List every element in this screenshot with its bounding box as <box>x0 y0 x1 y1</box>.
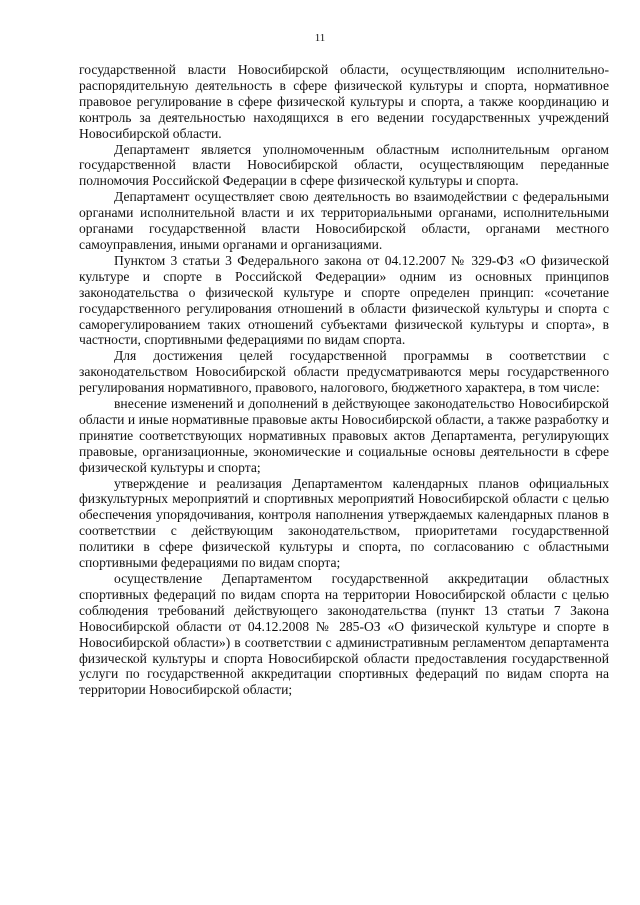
paragraph: Департамент является уполномоченным областным исполнительным органом государственной власти Новосибирской области, осуществляющим переданные полномочия Российской Федерации в сфере физической культуры и спорта. <box>79 141 609 189</box>
list-item: осуществление Департаментом государственной аккредитации областных спортивных федераций по видам спорта на территории Новосибирской области с целью соблюдения требований действующего законодательства (пункт 13 статьи 7 Закона Новосибирской области от 04.12.2008 № 285-ОЗ «О физической культуре и спорте в Новосибирской области») в соответствии с административным регламентом департамента физической культуры и спорта Новосибирской области предоставления государственной услуги по государственной аккредитации спортивных федераций по видам спорта на территории Новосибирской области; <box>79 571 609 698</box>
paragraph: Пунктом 3 статьи 3 Федерального закона от 04.12.2007 № 329-ФЗ «О физической культуре и спорте в Российской Федерации» одним из основных принципов законодательства о физической культуре и спорте определен принцип: «сочетание государственного регулирования отношений в области физической культуры и спорта с саморегулированием таких отношений субъектами физической культуры и спорта», в частности, спортивными федерациями по видам спорта. <box>79 252 609 348</box>
paragraph: Для достижения целей государственной программы в соответствии с законодательством Новосибирской области предусматриваются меры государственного регулирования нормативного, правового, налогового, бюджетного характера, в том числе: <box>79 348 609 396</box>
page-number: 11 <box>314 32 326 44</box>
document-body <box>79 62 609 698</box>
paragraph-continued: государственной власти Новосибирской области, осуществляющим исполнительно-распорядительную деятельность в сфере физической культуры и спорта, нормативное правовое регулирование в сфере физической культуры и спорта, а также координацию и контроль за деятельностью находящихся в его ведении государственных учреждений Новосибирской области. <box>79 62 609 141</box>
paragraph: Департамент осуществляет свою деятельность во взаимодействии с федеральными органами исполнительной власти и их территориальными органами, исполнительными органами государственной власти Новосибирской области, органами местного самоуправления, иными органами и организациями. <box>79 189 609 252</box>
list-item: внесение изменений и дополнений в действующее законодательство Новосибирской области и иные нормативные правовые акты Новосибирской области, а также разработку и принятие соответствующих нормативных правовых актов Департамента, регулирующих правовые, организационные, экономические и социальные основы деятельности в сфере физической культуры и спорта; <box>79 396 609 475</box>
list-item: утверждение и реализация Департаментом календарных планов официальных физкультурных мероприятий и спортивных мероприятий Новосибирской области с целью обеспечения упорядочивания, контроля наполнения утверждаемых календарных планов в соответствии с действующим законодательством, приоритетами государственной политики в сфере физической культуры и спорта, по согласованию с областными спортивными федерациями по видам спорта; <box>79 475 609 571</box>
